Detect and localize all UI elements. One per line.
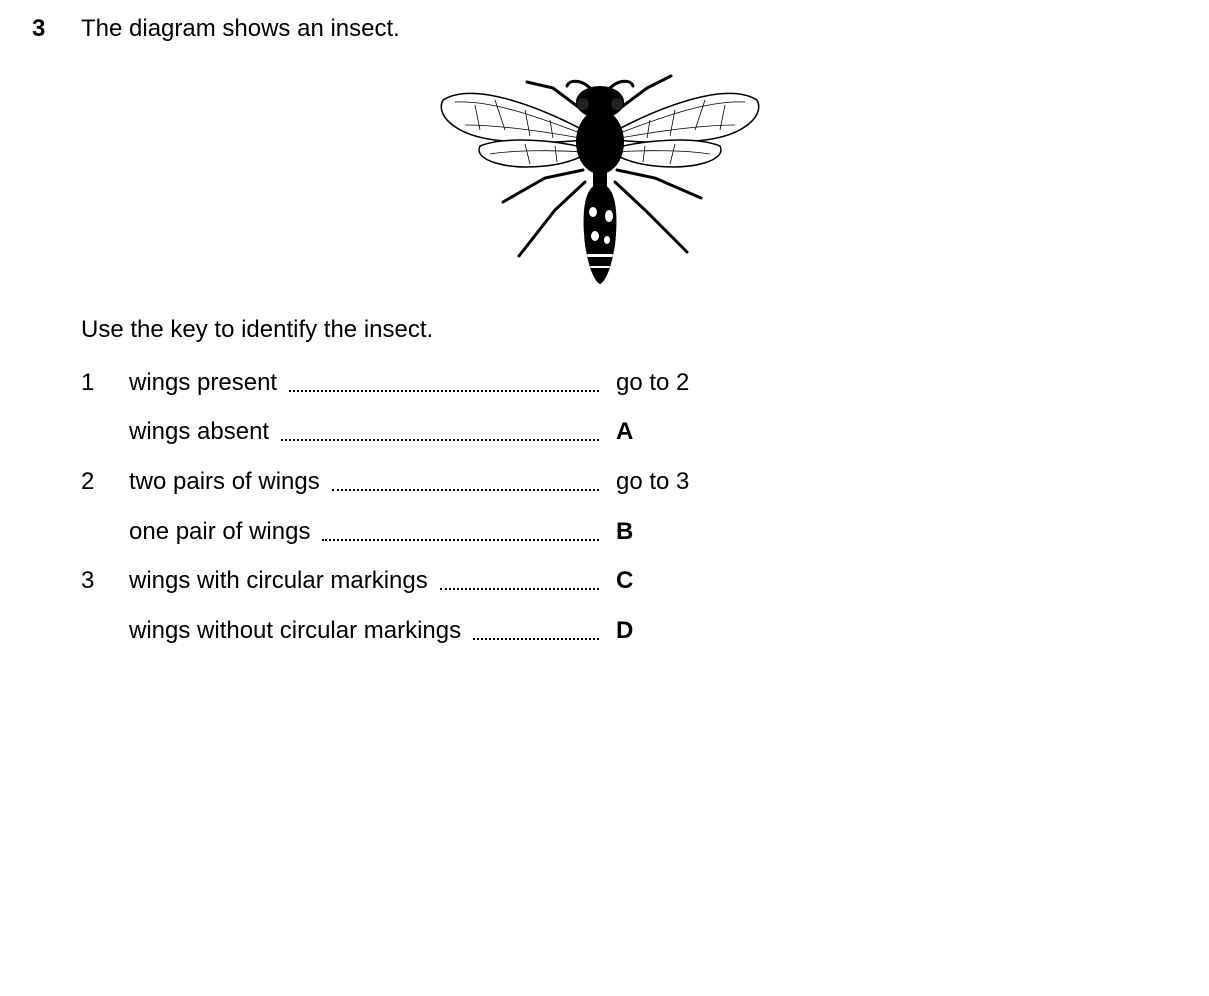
question-number: 3: [32, 15, 46, 42]
key-result: C: [616, 567, 634, 594]
wasp-icon: [435, 70, 765, 290]
key-description: [129, 467, 599, 497]
key-step-number: 2: [81, 468, 95, 495]
key-description: [129, 517, 599, 547]
key-description-text: wings without circular markings: [129, 617, 462, 644]
key-description-text: one pair of wings: [129, 518, 311, 545]
key-result: go to 2: [616, 369, 690, 396]
insect-diagram: [435, 70, 765, 290]
key-result: B: [616, 518, 634, 545]
dot-leader: [322, 517, 599, 541]
key-row: [81, 417, 721, 447]
key-description: [129, 368, 599, 398]
key-step-number: 1: [81, 369, 95, 396]
key-row: [81, 566, 721, 596]
key-result: go to 3: [616, 468, 690, 495]
dot-leader: [289, 368, 599, 392]
key-description: [129, 616, 599, 646]
dot-leader: [473, 616, 599, 640]
key-description-text: two pairs of wings: [129, 468, 320, 495]
dot-leader: [332, 467, 599, 491]
key-row: [81, 616, 721, 646]
key-description-text: wings present: [129, 369, 278, 396]
dot-leader: [281, 417, 599, 441]
key-description: [129, 566, 599, 596]
instruction-text: Use the key to identify the insect.: [81, 316, 434, 343]
dot-leader: [440, 566, 599, 590]
key-row: [81, 368, 721, 398]
key-row: [81, 517, 721, 547]
key-result: D: [616, 617, 634, 644]
key-step-number: 3: [81, 567, 95, 594]
key-row: [81, 467, 721, 497]
question-text: The diagram shows an insect.: [81, 15, 400, 42]
key-description: [129, 417, 599, 447]
key-description-text: wings with circular markings: [129, 567, 428, 594]
key-description-text: wings absent: [129, 418, 270, 445]
key-result: A: [616, 418, 634, 445]
